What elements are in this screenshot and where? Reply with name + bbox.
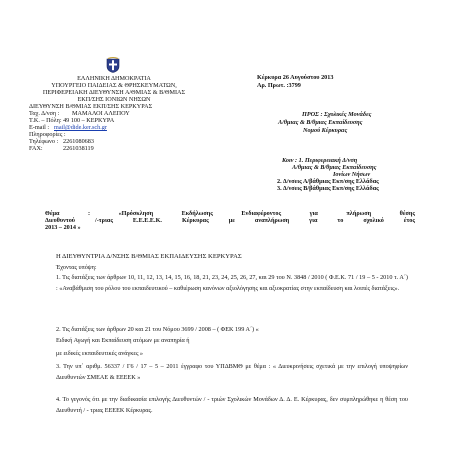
greek-emblem-icon [106, 57, 120, 73]
cc-line-1: Κοιν : 1. Περιφερειακή Δ/νση [282, 157, 358, 164]
cc-line-3: Ιονίων Νήσων [333, 171, 371, 178]
item-2-line-3: με ειδικές εκπαιδευτικές ανάγκες » [56, 350, 144, 357]
subject-line-1: Θέμα : «Πρόσκληση Εκδήλωσης Ενδιαφέροντος για πλήρωση θέσης [45, 210, 415, 217]
fax-label: FAX: [29, 145, 43, 152]
subject-line-3: 2013 – 2014 » [45, 224, 81, 231]
email-link[interactable]: mail@dide.ker.sch.gr [54, 124, 107, 131]
regional-directorate-line-2: ΕΚΠ/ΣΗΣ ΙΟΝΙΩΝ ΝΗΣΩΝ [77, 96, 151, 103]
address-value: ΜΑΜΑΛΟΙ ΑΛΕΠΟΥ [72, 110, 130, 117]
address-label: Ταχ. Δ/νση : [29, 110, 60, 117]
directorate-line: ΔΙΕΥΘΥΝΣΗ Β/ΘΜΙΑΣ ΕΚΠ/ΣΗΣ ΚΕΡΚΥΡΑΣ [29, 103, 153, 110]
subject-line-2: Διευθυντού /-τριας Ε.Ε.Ε.Ε.Κ. Κέρκυρας με αναπλήρωση για το σχολικό έτος [45, 217, 415, 224]
recipient-line-3: Νομού Κέρκυρας [303, 127, 348, 134]
info-label: Πληροφορίες : [29, 131, 66, 138]
cc-line-5: 3. Δ/νσεις Β/βάθμιας Εκπ/σης Ελλάδας [277, 185, 379, 192]
document-date: Κέρκυρα 26 Αυγούστου 2013 [257, 74, 334, 81]
protocol-number: Αρ. Πρωτ. :3799 [257, 82, 301, 89]
recipient-line-2: Α/θμιας & Β/θμιας Εκπαίδευσης [278, 119, 363, 126]
email-label: E-mail : [29, 124, 50, 131]
intro-line: Έχοντας υπόψη: [56, 264, 97, 271]
fax-value: 2261038119 [63, 145, 94, 152]
item-4: 4. Το γεγονός ότι με την διαδικασία επιλογής Διευθυντών / - τριών Σχολικών Μονάδων Δ. Δ. Ε. Κέρκυρας, δεν συμπληρώθηκε η θέση του Διευθυντή / - τριας ΕΕΕΕΚ Κέρκυρας. [56, 396, 408, 414]
regional-directorate-line: ΠΕΡΙΦΕΡΕΙΑΚΗ ΔΙΕΥΘΥΝΣΗ Α/ΘΜΙΑΣ & Β/ΘΜΙΑΣ [42, 89, 186, 96]
item-2-line-1: 2. Τις διατάξεις των άρθρων 20 και 21 του Νόμου 3699 / 2008 – ( ΦΕΚ 199 Α΄) « [56, 326, 259, 333]
item-1: 1. Τις διατάξεις των άρθρων 10, 11, 12, 13, 14, 15, 16, 18, 21, 23, 24, 25, 26, 27, και 29 του Ν. 3848 / 2010 ( Φ.Ε.Κ. 71 / 19 – 5 - 2010 τ. Α΄) : «Αναβάθμιση του ρόλου του εκπαιδευτικού – καθιέρωση κανόνων αξιολόγησης και αξιοκρατίας στην εκπαίδευση και λοιπές διατάξεις». [56, 274, 408, 292]
item-2-line-2: Ειδική Αγωγή και Εκπαίδευση ατόμων με αναπηρία ή [56, 337, 190, 344]
city-line: Τ.Κ. – Πόλη: 49 100 – ΚΕΡΚΥΡΑ [29, 117, 115, 124]
phone-label: Τηλέφωνο : [29, 138, 59, 145]
cc-line-4: 2. Δ/νσεις Α/βάθμιας Εκπ/σης Ελλάδας [277, 178, 379, 185]
issuer-heading: Η ΔΙΕΥΘΥΝΤΡΙΑ Δ/ΝΣΗΣ Β/ΘΜΙΑΣ ΕΚΠΑΙΔΕΥΣΗΣ ΚΕΡΚΥΡΑΣ [56, 253, 242, 260]
item-3: 3. Την υπ΄ αριθμ. 56337 / Γ6 / 17 – 5 – 2011 έγγραφο του ΥΠΔΒΜΘ με θέμα : « Διευκρινήσεις σχετικά με την επιλογή υποψηφίων Διευθυντών ΣΜΕΑΕ & ΕΕΕΕΚ » [56, 363, 408, 381]
country-line: ΕΛΛΗΝΙΚΗ ΔΗΜΟΚΡΑΤΙΑ [77, 75, 151, 82]
recipient-line-1: ΠΡΟΣ : Σχολικές Μονάδες [302, 111, 372, 118]
cc-line-2: Α/θμιας & Β/θμιας Εκπαίδευσης [292, 164, 377, 171]
ministry-line: ΥΠΟΥΡΓΕΙΟ ΠΑΙΔΕΙΑΣ & ΘΡΗΣΚΕΥΜΑΤΩΝ, [51, 82, 177, 89]
phone-value: 2261080683 [63, 138, 94, 145]
